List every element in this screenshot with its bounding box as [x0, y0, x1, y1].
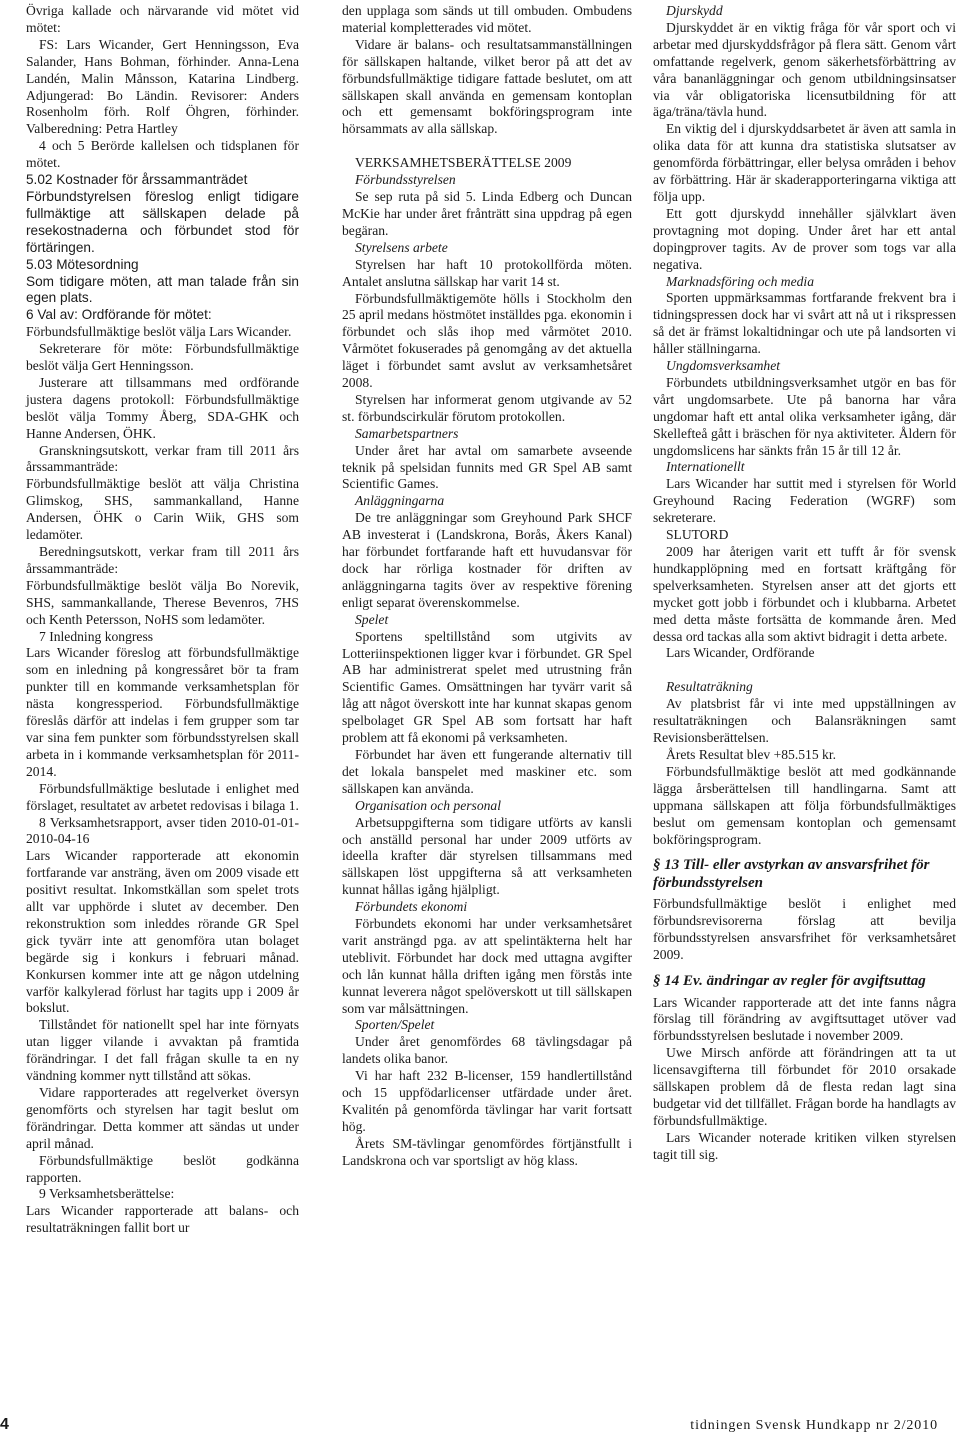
paragraph: Förbundsfullmäktigemöte hölls i Stockholm den 25 april medans höstmötet inställdes pga. ekonomin i förbundet och slås ihop med vårmötet 2010. Vårmötet fokuserades på genomgång av det aktuella läget i förbundet samt avslut av verksamhetsåret 2008.: [342, 290, 632, 391]
paragraph: Under året har avtal om samarbete avseende teknik på spelsidan funnits med GR Spel AB samt Scientific Games.: [342, 442, 632, 492]
section-heading: 8 Verksamhetsrapport, avser tiden 2010-01-01-2010-04-16: [26, 814, 299, 847]
paragraph: Förbundsfullmäktige beslutade i enlighet med förslaget, resultatet av arbetet redovisas i bilaga 1.: [26, 780, 299, 813]
paragraph: Lars Wicander rapporterade att det inte fanns några förslag till förändring av avgiftsuttaget utöver vad förbundsstyrelsen beslutade i november 2009.: [653, 994, 956, 1044]
section-heading: VERKSAMHETSBERÄTTELSE 2009: [355, 155, 572, 171]
paragraph: Förbundsfullmäktige beslöt välja Lars Wicander.: [26, 324, 292, 340]
spacer: [342, 138, 632, 155]
subheading: Sporten/Spelet: [355, 1017, 435, 1033]
subheading: Förbundets ekonomi: [355, 899, 468, 915]
paragraph: Styrelsen har informerat genom utgivande av 52 st. förbundscirkulär förutom protokollen.: [342, 391, 632, 424]
section-heading: SLUTORD: [666, 527, 729, 543]
section-heading: 5.02 Kostnader för årssammanträdet: [26, 172, 248, 188]
paragraph: Förbundsfullmäktige beslöt välja Bo Norevik, SHS, sammankallande, Therese Bevenros, 7HS och Kenth Petersson, NoHS som ledamöter.: [26, 577, 299, 627]
signature-line: Lars Wicander, Ordförande: [666, 645, 815, 661]
paragraph: Sporten uppmärksammas fortfarande frekvent bra i tidningspressen dock har vi svårt att nå ut i rikspressen så det är främst lokaltidningar och ute på landsorten vi håller ställningarna.: [653, 290, 956, 357]
section-heading: 7 Inledning kongress: [39, 628, 154, 644]
section-heading: § 13 Till- eller avstyrkan av ansvarsfrihet för förbundsstyrelsen: [653, 857, 930, 891]
paragraph: Årets SM-tävlingar genomfördes förtjänstfullt i Landskrona och var sportsligt av hög klass.: [342, 1135, 632, 1168]
paragraph: Lars Wicander föreslog att förbundsfullmäktige som en inledning på kongressåret bör ta fram punkter till en kommande verksamhetsplan för nästa kongressperiod. Förbundsfullmäktige föreslås därför att indelas i fem grupper som tar var sina fem punkter som förbundsstyrelsen skall arbeta in i kommande verksamhetsplan för 2011-2014.: [26, 645, 299, 779]
subheading: Internationellt: [666, 459, 745, 475]
spacer: [653, 662, 956, 679]
paragraph: Sportens speltillstånd som utgivits av Lotteriinspektionen ligger kvar i förbundet. GR Spel AB har administrerat spelet med utrustning från Scientific Games. Omsättningen har tyvärr varit så låg att något överskott inte har kunnat skapas genom spelbolaget GR Spel AB som fortsatt har haft problem att få ekonomi på verksamheten.: [342, 628, 632, 746]
paragraph: Förbundsfullmäktige beslöt att välja Christina Glimskog, SHS, sammankalland, Hanne Andersen, ÖHK o Carin Wiik, GHS som ledamöter.: [26, 476, 299, 543]
subheading: Resultaträkning: [666, 679, 753, 695]
subheading: Förbundsstyrelsen: [355, 172, 456, 188]
paragraph: Lars Wicander rapporterade att ekonomin fortfarande var ansträng, även om 2009 visade ett positivt resultat. Inkomstkällan som spelet trots allt var upphörde i slutet av december. Den rekonstruktion som inleddes rörande GR Spel gick tyvärr inte att genomföra utan bolaget begärde sig i konkurs i februari månad. Konkursen kommer inte att ge någon utdelning varför kalkylerad förlust har tagits upp i 2009 år bokslut.: [26, 848, 299, 1016]
paragraph: Förbundsfullmäktige beslöt i enlighet med förbundsrevisorerna förslag att bevilja förbundsstyrelsen ansvarsfrihet för verksamhetsåret 2009.: [653, 896, 956, 963]
subheading: Djurskydd: [666, 3, 723, 18]
column-right: [653, 3, 956, 1164]
paragraph: Arbetsuppgifterna som tidigare utförts av kansli och anställd personal har under 2009 utförts av ideella krafter där styrelsen tillsammans med sällskapen löst uppgifterna så att verksamheten kunnat hållas igång hjälpligt.: [342, 814, 632, 898]
paragraph: 4 och 5 Berörde kallelsen och tidsplanen för mötet.: [26, 138, 299, 171]
paragraph: Av platsbrist får vi inte med uppställningen av resultaträkningen och Balansräkningen samt Revisionsberättelsen.: [653, 696, 956, 746]
paragraph: Lars Wicander rapporterade att balans- och resultaträkningen fallit bort ur: [26, 1203, 299, 1236]
paragraph: Beredningsutskott, verkar fram till 2011 års årssammanträde:: [26, 544, 299, 576]
paragraph: Övriga kallade och närvarande vid mötet vid mötet:: [26, 3, 299, 35]
subheading: Ungdomsverksamhet: [666, 358, 781, 374]
paragraph: Tillståndet för nationellt spel har inte förnyats utan ligger vilande i avvaktan på framtida förändringar. I det fall frågan skulle ta en ny vändning kommer nytt tillstånd att sökas.: [26, 1017, 299, 1084]
column-left: [26, 3, 299, 1237]
paragraph: Förbundet har även ett fungerande alternativ till det lokala banspelet med maskiner etc. som sällskapen kan använda.: [342, 746, 632, 796]
paragraph: Granskningsutskott, verkar fram till 2011 års årssammanträde:: [26, 442, 299, 475]
paragraph: Sekreterare för möte: Förbundsfullmäktige beslöt välja Gert Henningsson.: [26, 341, 299, 374]
paragraph: Djurskyddet är en viktig fråga för vår sport och vi arbetar med djurskyddsfrågor på flera sätt. Genom vårt omfattande regelverk, genom säkerhetsförbättring av våra bananläggningar och genom utbildningsinsatser via vår obligatoriska licensutbildning för att äga/träna/tävla hund.: [653, 19, 956, 120]
subheading: Organisation och personal: [355, 797, 502, 813]
paragraph: De tre anläggningar som Greyhound Park SHCF AB investerat i (Landskrona, Borås, Åkers Kanal) har förbundet fortfarande haft ett huvudansvar för dock har rörliga kostnader för driften av anläggningarna tagits över av respektive förening enligt separat överenskommelse.: [342, 510, 632, 610]
paragraph: Förbundets ekonomi har under verksamhetsåret varit ansträngd pga. av att spelintäkterna helt har uteblivit. Förbundet har dock med uttagna avgifter och lån kunnat hålla driften igång men förstås inte kunnat leverera något spelöverskott ut till sällskapen som var målsättningen.: [342, 916, 632, 1016]
paragraph: Vidare rapporterades att regelverket översyn genomförts och styrelsen har tagit beslut om förändringar. Detta kommer att sändas ut under april månad.: [26, 1085, 299, 1151]
paragraph: den upplaga som sänds ut till ombuden. Ombudens material kompletterades vid mötet.: [342, 3, 632, 35]
paragraph: Förbundstyrelsen föreslog enligt tidigare fullmäktige att sällskapen delade på resekostnaderna och förbundet stod för förtäringen.: [26, 188, 299, 255]
paragraph: En viktig del i djurskyddsarbetet är även att samla in olika data för att kunna dra statistiska slutsatser av genomförda förbättringar, eller belysa områden i behov av förbättring. Här är skaderapporteringarna viktiga att följa upp.: [653, 121, 956, 204]
paragraph: Ett gott djurskydd innehåller självklart även provtagning mot doping. Under året har ett antal dopingprover tagits. Av de prover som togs var alla negativa.: [653, 205, 956, 272]
paragraph: 2009 har återigen varit ett tufft år för svensk hundkapplöpning med en fortsatt kräftgång för spelverksamheten. Styrelsen anser att det gjorts ett mycket gott jobb i förbundet och i klubbarna. Arbetet med detta måste fortsätta de kommande åren. Med dessa ord tackas alla som aktivt bidragit i detta arbete.: [653, 544, 956, 644]
subheading: Spelet: [355, 611, 389, 627]
paragraph: Årets Resultat blev +85.515 kr.: [666, 746, 837, 762]
subheading: Marknadsföring och media: [666, 273, 815, 289]
paragraph: Förbundsfullmäktige beslöt godkänna rapporten.: [26, 1152, 299, 1185]
paragraph: Styrelsen har haft 10 protokollförda möten. Antalet anslutna sällskap har varit 14 st.: [342, 256, 632, 289]
paragraph: Lars Wicander noterade kritiken vilken styrelsen tagit till sig.: [653, 1129, 956, 1162]
subheading: Anläggningarna: [355, 493, 445, 509]
column-middle: [342, 3, 632, 1170]
section-heading: 6 Val av: Ordförande för mötet:: [26, 307, 212, 323]
paragraph: FS: Lars Wicander, Gert Henningsson, Eva Salander, Hans Bohman, förhinder. Anna-Lena Landén, Malin Månsson, Katarina Lindberg. Adjungerad: Bo Ländin. Revisorer: Anders Rosenholm förh. Rolf Öhgren, förhinder. Valberedning: Petra Hartley: [26, 36, 299, 137]
paragraph: Under året genomfördes 68 tävlingsdagar på landets olika banor.: [342, 1034, 632, 1067]
subheading: Styrelsens arbete: [355, 239, 448, 255]
paragraph: Förbundsfullmäktige beslöt att med godkännande lägga årsberättelsen till handlingarna. Samt att uppmana sällskapen att följa förbundsfullmäktiges beslut om gemensam kontoplan och gemensamt bokföringsprogram.: [653, 763, 956, 847]
paragraph: Uwe Mirsch anförde att förändringen att ta ut licensavgifterna till förbundet för 2010 orsakade sällskapen problem då de flesta redan lagt sina budgetar vid det tillfället. Frågan borde ha handlagts av förbundsfullmäktige.: [653, 1045, 956, 1128]
paragraph: Se sep ruta på sid 5. Linda Edberg och Duncan McKie har under året frånträtt sina uppdrag på egen begäran.: [342, 189, 632, 238]
section-heading: 9 Verksamhetsberättelse:: [39, 1186, 175, 1202]
paragraph: Vi har haft 232 B-licenser, 159 handlertillstånd och 15 uppfödarlicenser utfärdade under året. Kvalitén på genomförda tävlingar har varit fortsatt hög.: [342, 1068, 632, 1134]
subheading: Samarbetspartners: [355, 425, 459, 441]
paragraph: Förbundets utbildningsverksamhet utgör en bas för vårt ungdomsarbete. Ute på banorna har våra ungdomar haft ett antal olika verksamheter igång, där Skellefteå gått i bräschen för nya aktiviteter. Åldern för ungdomslicens har sänkts från 15 år till 12 år.: [653, 374, 956, 458]
paragraph: Justerare att tillsammans med ordförande justera dagens protokoll: Förbundsfullmäktige beslöt välja Tommy Åberg, SDA-GHK och Hanne Andersen, ÖHK.: [26, 374, 299, 441]
paragraph: Vidare är balans- och resultatsammanställningen för sällskapen haltande, vilket beror på att det av förbundsfullmäktige tidigare fattade beslutet, om att sällskapen skall använda en gemensam kontoplan och ett gemensamt bokföringsprogram inte hörsammats av alla sällskap.: [342, 36, 632, 137]
section-heading: § 14 Ev. ändringar av regler för avgiftsuttag: [653, 973, 926, 990]
page-footer: tidningen Svensk Hundkapp nr 2/2010: [690, 1418, 938, 1433]
page-number: 4: [0, 1416, 9, 1433]
paragraph: Som tidigare möten, att man talade från sin egen plats.: [26, 273, 299, 306]
paragraph: Lars Wicander har suttit med i styrelsen för World Greyhound Racing Federation (WGRF) som sekreterare.: [653, 476, 956, 526]
section-heading: 5.03 Mötesordning: [26, 256, 139, 272]
